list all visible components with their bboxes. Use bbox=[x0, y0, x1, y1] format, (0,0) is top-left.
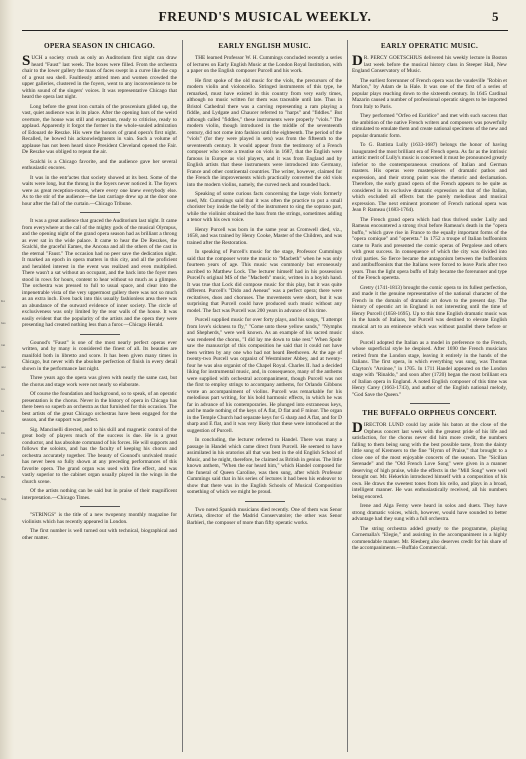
section-separator bbox=[80, 506, 120, 507]
section-separator bbox=[80, 212, 120, 213]
article-paragraph: Of the artists nothing can be said but in praise of their magnificent interpretation.—Chicago Times. bbox=[22, 488, 177, 501]
edge-text-fragment: Ka bbox=[1, 300, 5, 303]
edge-text-fragment: ha bbox=[1, 410, 5, 413]
article-heading: EARLY OPERATIC MUSIC. bbox=[380, 42, 479, 50]
article-paragraph: To G. Battista Lully (1633-1687) belongs the honor of having inaugurated the most brilliant era of French opera. As far as the intrinsic artistic merit of Lully's music is concerned it must be pronounced greatly inferior to the contemporaneous creations of Italian and German masters. His operas were masterpieces of dramatic pathos and expression, and their strong point was the rhetoric and declamation. Therefore, the early grand opera of the French appears to be quite as considered in its exclusive dramatic expression as that of the Italian, which excluded all effects but the purely melodious and musical expression. The next eminent promoter of French national opera was Jean P. Rameau (1683-1764). bbox=[352, 142, 507, 213]
article-paragraph: "STRINGS" is the title of a new twopenny monthly magazine for violinists which has recently appeared in London. bbox=[22, 512, 177, 525]
article-paragraph: SUCH a society crush as only an Auditorium first night can draw heard "Faust" last week. The boxes were filled. From the orchestra chair to the lower gallery the mass of faces swept in a curve like the cup of a great sea shell. Faultlessly attired men and women crowded the upper galleries, clustered in the foyers, went to any inconvenience to be within sound of the singers' voices. It was representative Chicago that heard the opera last night. bbox=[22, 53, 177, 100]
article-paragraph: Gretry (1741-1813) brought the comic opera to its fullest perfection, and made it the genuine representative of the national character of the French in the domain of dramatic art down to the present day. The history of operatic art in England is not interesting until the time of Henry Purcell (1658-1695). Up to this time English dramatic music was in the hands of Italians, but Purcell was destined to elevate English musical art to an eminence which was without parallel there before or since. bbox=[352, 284, 507, 336]
edge-text-fragment: Oo bbox=[1, 432, 6, 435]
article-paragraph: DIRECTOR LUND could lay aside his baton at the close of the Orpheus concert last week with the greatest pride of his life and satisfaction, for the chorus never did him more credit, the numbers falling to them being sung with the best possible taste, from the dainty little song of Kremsers to the fine "Hymn of Praise," that brought to a close one of the most enjoyable concerts of the season. The "Sicilian Serenade" and the "Old French Love Song" were given in a manner deserving of high praise, while the effects in the "Mill Song" were well brought out. Mr. Hekerkin introduced himself with a composition of his own. He draws the sweetest tones from his cello, and plays in a broad, intelligent manner. He was enthusiastically received, all his numbers being encored. bbox=[352, 420, 507, 500]
article-heading: THE BUFFALO ORPHEUS CONCERT. bbox=[362, 409, 497, 417]
adjacent-page-edge bbox=[0, 0, 14, 759]
article-paragraph: In concluding, the lecturer referred to Handel. There was many a passage in Handel which came direct from Purcell. He seemed to have assimilated in his oratorios all that was best in the old English School of Music, and he might, therefore, be claimed as British in genius. The little known anthem, "When the ear heard him," which Handel composed for the funeral of Queen Caroline, was then sung, after which Professor Cummings said that in his series of lectures it had been his endeavor to show that there was in the English Schools of Musical Composition something of which we might be proud. bbox=[187, 437, 342, 495]
article-heading: OPERA SEASON IN CHICAGO. bbox=[43, 42, 156, 50]
drop-cap: D bbox=[352, 420, 363, 436]
column-1 bbox=[22, 38, 177, 754]
article-paragraph: Scalchi is a Chicago favorite, and the audience gave her several enthusiastic encores. bbox=[22, 158, 177, 171]
edge-text-fragment: tan bbox=[1, 344, 6, 347]
article-paragraph: Gounod's "Faust" is one of the most nearly perfect operas ever written, and by many is considered the finest of all. Its beauties are manifold both in libretto and score. It has been given many times in Chicago, but never with the absolute perfection of finish in every detail shown in the performance last night. bbox=[22, 339, 177, 372]
drop-cap: D bbox=[352, 53, 363, 69]
edge-text-fragment: tra bbox=[1, 388, 5, 391]
edge-text-fragment: hes bbox=[1, 322, 6, 325]
edge-text-fragment: ed bbox=[1, 454, 5, 457]
column-divider bbox=[347, 40, 348, 752]
article-paragraph: Henry Purcell was born in the same year as Cromwell died, viz., 1658, and was trained by Henry Cooke, Master of the Children, and was trained after the Restoration. bbox=[187, 226, 342, 246]
column-3 bbox=[352, 38, 507, 754]
article-paragraph: They performed "Orfeo ed Euridice" and met with such success that the ambition of the native French writers and composers was powerfully stimulated to emulate them and create national specimens of the new and popular dramatic form. bbox=[352, 113, 507, 139]
article-paragraph: Two noted Spanish musicians died recently. One of them was Senor Arrieta, director of the Madrid Conservatoire; the other was Senor Barbieri, the composer of more than fifty operatic works. bbox=[187, 506, 342, 526]
article-paragraph: Purcell supplied music for over forty plays, and his songs, "I attempt from love's sickness to fly," "Come unto these yellow sands," "Nymphs and Shepherds," were well known. As an example of his sacred music was rendered the chorus, "I did lay me down to take rest." When Spohr saw the manuscript of this composition he said that it could not have been written by any one who had not heard Beethoven. At the age of twenty-two Purcell was organist of Westminster Abbey, and at twenty-four he was also organist of the Chapel Royal. Charles II. had a decided liking for instrumental music, and, in consequence, many of the anthems were supplied with orchestral accompaniment, though Purcell was not the first to employ strings to accompany anthems, for Orlando Gibbons wrote an accompaniment of violins. Purcell was remarkable for his melodious part writing, for his bold harmonic effects, in which he was far in advance of his contemporaries. He plunged into extraneous keys, and he made nothing of the keys of A flat, D flat and F minor. The organ in the Temple Church had separate keys for G sharp and A flat, and for D sharp and E flat, and it was very likely that these were introduced at the suggestion of Purcell. bbox=[187, 317, 342, 434]
article-paragraph: He first spoke of the old music for the viols, the precursors of the modern violin and violoncello. Stringed instruments of this type, he remarked, must have existed in this country from very early times, although no music written for them was traceable until late. Thus in Bristol Cathedral there was a carving representing a ram playing a fiddle, and Lydgate and Chaucer referred to "harps" and "fiddles." But although called "fiddles," these instruments were properly "viols." The modern violin, though introduced in the middle of the seventeenth century, did not come into fashion until the eighteenth. The period of the "viols" (for they were played in sets) was from the fifteenth to the seventeenth century. It would appear from the testimony of a French composer who wrote a treatise on viols in 1687, that the English were famous in Europe as viol players, and it was from England and by English artists that these instruments were introduced into Germany, France and other continental countries. The writer, however, claimed for the French the improvements which practically converted the old viols into the modern violins, namely, the curved neck and rounded back. bbox=[187, 77, 342, 188]
article-paragraph: The French grand opera which had thus thrived under Lully and Rameau encountered a strong rival before Rameau's death in the "opera buffo," which gave rise in France to the equally important forms of the "opera comique" and "operetta." In 1752 a troupe of Italian buffoonists came to Paris and presented the comic operas of Pergolese and others with great success. In consequence of which the city was divided into rival parties. So fierce became the antagonism between the buffoonists and antibuffoonists that the Italians were forced to leave Paris after two years. Thus the light opera buffo of Italy became the forerunner and type of the French operetta. bbox=[352, 216, 507, 281]
column-2 bbox=[187, 38, 342, 754]
section-separator bbox=[245, 501, 285, 502]
article-paragraph: It was in the entr'actes that society showed at its best. Some of the waits were long, but the throng in the foyers never noticed it. The foyers were as great reception-rooms, where every one knew everybody else. As to the stir of the audience—the last carriage drew up at the door one hour after the fall of the curtain.—Chicago Tribune. bbox=[22, 174, 177, 207]
article-paragraph: Long before the great iron curtain of the proscenium glided up, the vast, quiet audience was in its place. After the opening bars of the weird overture, the house was still and expectant, ready to criticise, ready to applaud. Apparently it forgot the former in the whole-souled admiration of Edouard de Reszke. His were the honors of grand opera's first night. Recalled, he bowed his acknowledgments in vain. Such a volume of applause has not been heard since President Cleveland opened the Fair. De Reszke was obliged to repeat the air. bbox=[22, 103, 177, 155]
edge-text-fragment: Sop bbox=[1, 498, 7, 501]
article-paragraph: Three years ago the opera was given with nearly the same cast, but the chorus and stage work were not nearly so elaborate. bbox=[22, 375, 177, 388]
article-paragraph: Sig. Mancinelli directed, and to his skill and magnetic control of the great body of players much of the success is due. He is a great conductor, and has absolute command of his forces. He will supports and follows the soloists, and has the faculty of keeping his chorus and orchestra accurately together. The beauty of Gounod's unrivaled music has never been so fully shown at any preceding performances of this favorite opera. The grand organ was used with fine effect, and was vastly superior to the cabinet organ usually played in the wings in the church scene. bbox=[22, 426, 177, 485]
section-separator bbox=[410, 403, 450, 404]
page-number: 5 bbox=[492, 9, 499, 24]
article-paragraph: It was a great audience that graced the Auditorium last night. It came from everywhere at the call of the mighty gods of the musical Olympus, and the opening night of the grand opera season had as brilliant a throng as ever sat in the wide palace. It came to hear the De Reszkes, the Scalchi, the graceful Eames, the Ancona and all the others of the cast in the eternal "Faust." The occasion had no peer save the dedication night. It marked an epoch in opera matters in this city, and all the proficient and heralded interest in the event was realized and even multiplied. There wasn't a sat without an occupant, and the back into the foyer men stood in rows for hours, content to hear without so much as a glimpse. The orchestra was pressed to full to usual space, and clear into the impenetrable vista of the very uppermost gallery there was not so much as an extra inch. Even back into this usually fashionless area there was an abundance of the outward evidence of inner society. The circle of exclusiveness was only limited by the rear walls of the house. It was easily evident that the popularity of the artists and the opera they were presenting had created nothing less than a furor.—Chicago Herald. bbox=[22, 218, 177, 328]
article-paragraph: THE learned Professor W. H. Cummings concluded recently a series of lectures on Early English Music at the London Royal Institution, with a paper on the English composer Purcell and his work. bbox=[187, 55, 342, 74]
article-paragraph: The first number is well turned out with technical, biographical and other matter. bbox=[22, 528, 177, 541]
article-paragraph: In speaking of Purcell's music for the stage, Professor Cummings said that the composer wrote the music to "Macbeth" when he was only fourteen years of age. This music was commonly but erroneously ascribed to Matthew Lock. The lecturer himself had in his possession Purcell's original MS of the "Macbeth" music, written in a boyish hand. It was true that Lock did compose music for this play, but it was quite different. Purcell's "Dido and Aeneas" was a perfect opera; there were recitatives, duos and choruses. The movements were short, but it was surprising that Purcell could have produced such music without any model. The fact was Purcell was 200 years in advance of his time. bbox=[187, 249, 342, 314]
column-divider bbox=[182, 40, 183, 752]
article-heading: EARLY ENGLISH MUSIC. bbox=[218, 42, 311, 50]
drop-cap: S bbox=[22, 53, 31, 69]
article-paragraph: Irene and Alga Ferny were heard in solos and duets. They have strong dramatic voices, which, however, would have sounded to better advantage had they sung with a full orchestra. bbox=[352, 503, 507, 522]
article-paragraph: D R. PERCY GOETSCHIUS delivered his weekly lecture in Boston last week before the musical history class in Steeper Hall, New England Conservatory of Music. bbox=[352, 53, 507, 74]
article-paragraph: Of course the foundation and background, so to speak, of an operatic presentation is the chorus. Never in the history of opera in Chicago has there been so superb an orchestra as that furnished for this occasion. The best artists of the great Chicago orchestras have been engaged for the season, and the support was perfect. bbox=[22, 391, 177, 423]
header-rule bbox=[22, 30, 508, 31]
section-separator bbox=[80, 334, 120, 335]
masthead-title: FREUND'S MUSICAL WEEKLY. bbox=[158, 9, 372, 24]
article-paragraph: Speaking of some curious facts concerning the large viols formerly used, Mr. Cummings said that it was often the practice to put a small chorister boy inside the belly of the instrument to sing the soprano part, while the violinist obtained the bass from the strings, sometimes adding a tenor with his own voice. bbox=[187, 191, 342, 223]
article-paragraph: The earliest forerunner of French opera was the vaudeville "Robin et Marion," by Adam de la Hale. It was one of the first of a series of popular plays reaching down to the sixteenth century. In 1645 Cardinal Mazarin caused a number of professional operatic singers to be imported from Italy to Paris. bbox=[352, 77, 507, 110]
edge-text-fragment: ane bbox=[1, 366, 6, 369]
edge-text-fragment: Ho bbox=[1, 476, 6, 479]
article-paragraph: Purcell adopted the Italian as a model in preference to the French, whose superficial style he despised. After 1690 the French musicians retired from the London stage, leaving it entirely in the hands of the Italians. The first opera, in which everything was sung, was Thomas Clayton's "Arsinoe," in 1705. In 1711 Handel appeared on the London stage with "Rinaldo," and soon after (1720) began the most brilliant era of Italian opera in England. A noted English composer of this time was Henry Carey (1663-1743), and author of the English national melody, "God Save the Queen." bbox=[352, 339, 507, 398]
article-paragraph: The string orchestra added greatly to the programme, playing Cornemalla's "Elegie," and assisting in the accompaniment in a highly commendable manner. Mr. Riesberg also deserves credit for his share of the accompaniments.—Buffalo Commercial. bbox=[352, 525, 507, 551]
